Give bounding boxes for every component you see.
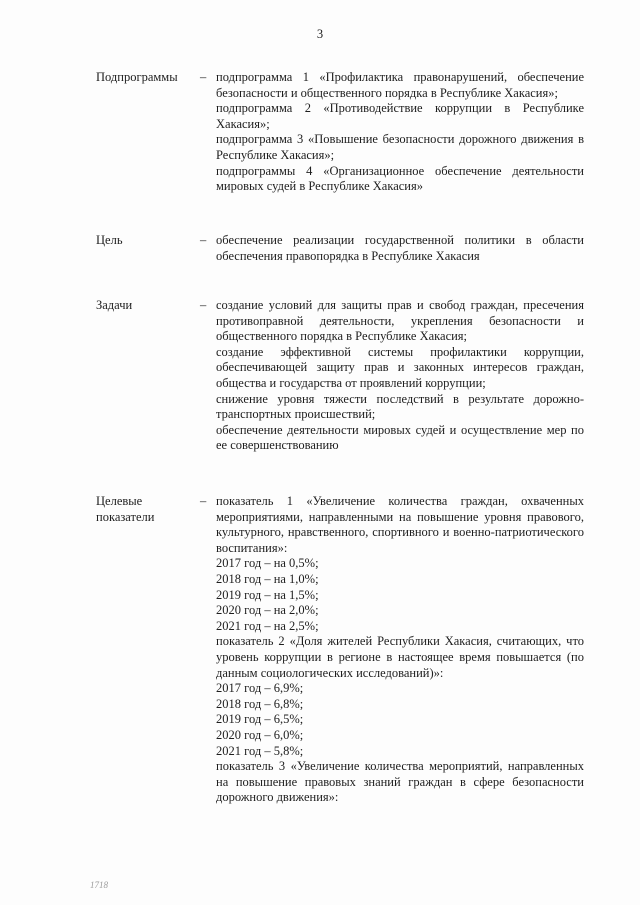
indicator-2-text: показатель 2 «Доля жителей Республики Хакасия, считающих, что уровень коррупции в регионе в настоящее время повышается (по данным социологических исследований)»: [216, 634, 584, 680]
paragraph: обеспечение деятельности мировых судей и осуществление мер по ее совершенствованию [216, 422, 584, 453]
dash: – [200, 298, 207, 312]
section-label [96, 494, 196, 525]
paragraph: создание условий для защиты прав и свобод граждан, пресечения противоправной деятельности, укрепления безопасности и общественного порядка в Республике Хакасия; [216, 298, 584, 344]
section-label-line: показатели [96, 509, 155, 524]
section-content [216, 70, 584, 195]
section-label: Подпрограммы [96, 70, 178, 84]
indicator-1-year: 2018 год – на 1,0%; [216, 571, 319, 586]
indicator-2-year: 2021 год – 5,8%; [216, 743, 304, 758]
paragraph: обеспечение реализации государственной политики в области обеспечения правопорядка в Республике Хакасия [216, 233, 584, 263]
indicator-1-year: 2021 год – на 2,5%; [216, 618, 319, 633]
section-label-line: Целевые [96, 494, 143, 508]
indicator-1-year: 2019 год – на 1,5%; [216, 587, 319, 602]
paragraph: снижение уровня тяжести последствий в результате дорожно-транспортных происшествий; [216, 391, 584, 422]
dash: – [200, 494, 207, 508]
page-number: 3 [316, 27, 324, 41]
paragraph: создание эффективной системы профилактики коррупции, обеспечивающей защиту прав и законных интересов граждан, общества и государства от проявлений коррупции; [216, 344, 584, 390]
indicator-1-year: 2020 год – на 2,0%; [216, 603, 319, 618]
section-content [216, 494, 584, 806]
indicator-2-year: 2019 год – 6,5%; [216, 712, 304, 727]
section-content [216, 233, 584, 264]
footer-mark: 1718 [90, 880, 108, 890]
paragraph: подпрограммы 4 «Организационное обеспечение деятельности мировых судей в Республике Хакасия» [216, 163, 584, 194]
section-content [216, 298, 584, 454]
indicator-2-year: 2018 год – 6,8%; [216, 696, 304, 711]
indicator-1-year: 2017 год – на 0,5%; [216, 556, 319, 571]
paragraph: подпрограмма 1 «Профилактика правонарушений, обеспечение безопасности и общественного порядка в Республике Хакасия»; [216, 70, 584, 100]
dash: – [200, 70, 207, 84]
indicator-3-text: показатель 3 «Увеличение количества мероприятий, направленных на повышение правовых знаний граждан в сфере безопасности дорожного движения»: [216, 759, 584, 805]
paragraph: подпрограмма 3 «Повышение безопасности дорожного движения в Республике Хакасия»; [216, 132, 584, 162]
indicator-2-year: 2017 год – 6,9%; [216, 681, 304, 696]
section-label: Задачи [96, 298, 133, 312]
dash: – [200, 233, 207, 247]
indicator-1-text: показатель 1 «Увеличение количества граждан, охваченных мероприятиями, направленными на повышение уровня правового, культурного, нравственного, спортивного и военно-патриотического воспитания»: [216, 494, 584, 555]
paragraph: подпрограмма 2 «Противодействие коррупции в Республике Хакасия»; [216, 101, 584, 131]
section-label: Цель [96, 233, 123, 247]
indicator-2-year: 2020 год – 6,0%; [216, 727, 304, 742]
